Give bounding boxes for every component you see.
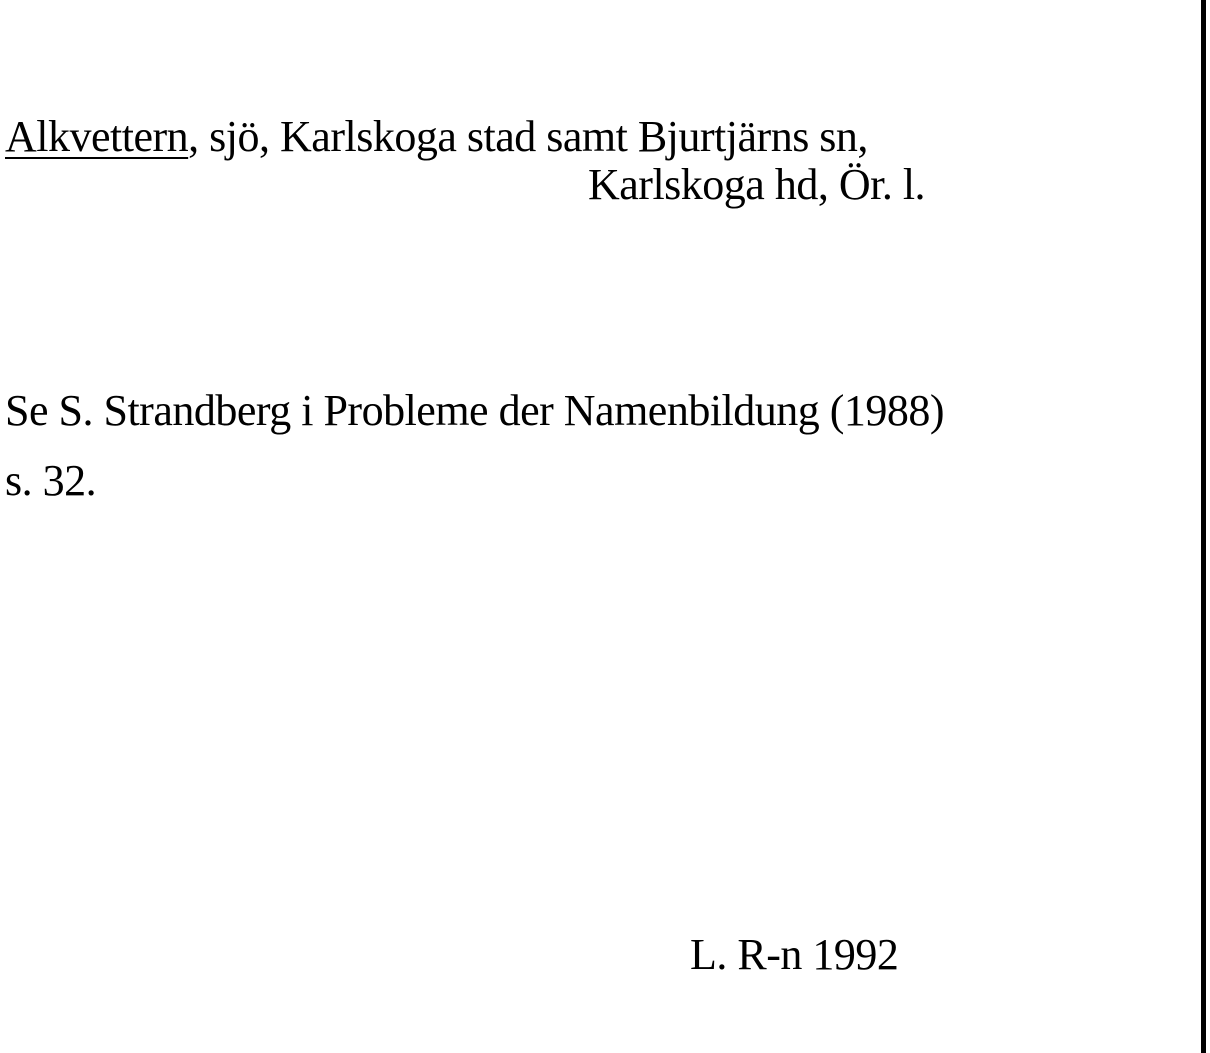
signature: L. R-n 1992: [690, 930, 899, 979]
card-edge-border: [1201, 0, 1206, 1053]
reference-line-1: Se S. Strandberg i Probleme der Namenbildung (1988): [5, 386, 945, 435]
headword: Alkvettern: [5, 112, 189, 161]
reference-line-2: s. 32.: [5, 456, 97, 505]
entry-line-1-rest: , sjö, Karlskoga stad samt Bjurtjärns sn,: [188, 112, 868, 161]
entry-line-1: [5, 112, 868, 162]
entry-line-2: Karlskoga hd, Ör. l.: [588, 160, 926, 209]
